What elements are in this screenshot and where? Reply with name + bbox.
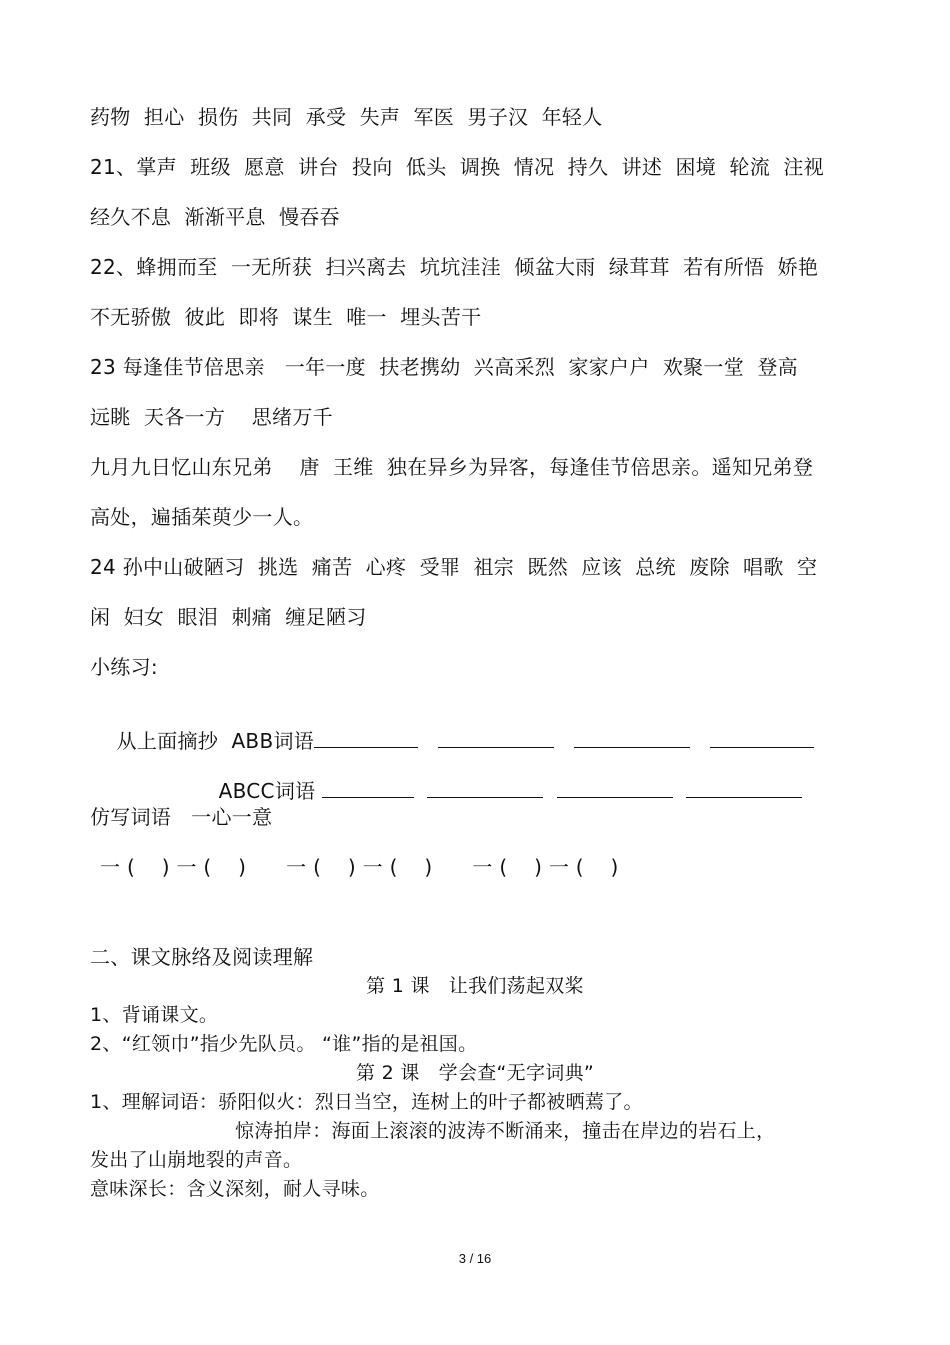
vocab-line-21b: 经久不息 渐渐平息 慢吞吞 [90,205,340,229]
exercise-title: 小练习: [90,655,158,679]
lesson2-item-1d: 意味深长：含义深刻，耐人寻味。 [90,1178,380,1200]
vocab-line-23a: 23 每逢佳节倍思亲 一年一度 扶老携幼 兴高采烈 家家户户 欢聚一堂 登高 [90,355,798,379]
abcc-blank-4[interactable] [686,779,802,798]
vocab-line-22b: 不无骄傲 彼此 即将 谋生 唯一 埋头苦干 [90,305,482,329]
vocab-line-23b: 远眺 天各一方 思绪万千 [90,405,333,429]
bracket-row[interactable]: 一 ( ) 一 ( ) 一 ( ) 一 ( ) 一 ( ) 一 ( ) [100,855,619,879]
lesson2-item-1b: 惊涛拍岸：海面上滚滚的波涛不断涌来，撞击在岸边的岩石上， [235,1120,776,1142]
vocab-line-22a: 22、蜂拥而至 一无所获 扫兴离去 坑坑洼洼 倾盆大雨 绿茸茸 若有所悟 娇艳 [90,255,819,279]
vocab-line-21a: 21、掌声 班级 愿意 讲台 投向 低头 调换 情况 持久 讲述 困境 轮流 注视 [90,155,824,179]
lesson1-item-2: 2、“红领巾”指少先队员。 “谁”指的是祖国。 [90,1033,478,1055]
abcc-blank-2[interactable] [427,779,543,798]
lesson2-item-1: 1、理解词语：骄阳似火：烈日当空，连树上的叶子都被晒蔫了。 [90,1091,643,1113]
abcc-label: ABCC词语 [218,779,316,803]
lesson2-title: 第 2 课 学会查“无字词典” [355,1062,595,1084]
lesson1-item-1: 1、背诵课文。 [90,1004,219,1026]
abcc-row [192,755,802,827]
abcc-blank-3[interactable] [557,779,673,798]
lesson1-title: 第 1 课 让我们荡起双桨 [366,975,584,997]
imitate-label: 仿写词语 一心一意 [90,805,273,829]
page-number: 3 / 16 [458,1251,492,1266]
abb-blank-1[interactable] [314,729,418,748]
vocab-line-24a: 24 孙中山破陋习 挑选 痛苦 心疼 受罪 祖宗 既然 应该 总统 废除 唱歌 空 [90,555,818,579]
abb-label: 从上面摘抄 ABB词语 [116,729,315,753]
section2-heading: 二、课文脉络及阅读理解 [90,945,314,969]
poem-line-b: 高处，遍插茱萸少一人。 [90,505,314,529]
poem-line-a: 九月九日忆山东兄弟 唐 王维 独在异乡为异客，每逢佳节倍思亲。遥知兄弟登 [90,455,814,479]
abb-blank-4[interactable] [710,729,814,748]
vocab-line-top: 药物 担心 损伤 共同 承受 失声 军医 男子汉 年轻人 [90,105,603,129]
abb-blank-2[interactable] [438,729,554,748]
abb-blank-3[interactable] [574,729,690,748]
vocab-line-24b: 闲 妇女 眼泪 刺痛 缠足陋习 [90,605,367,629]
abcc-blank-1[interactable] [322,779,414,798]
lesson2-item-1c: 发出了山崩地裂的声音。 [90,1149,303,1171]
